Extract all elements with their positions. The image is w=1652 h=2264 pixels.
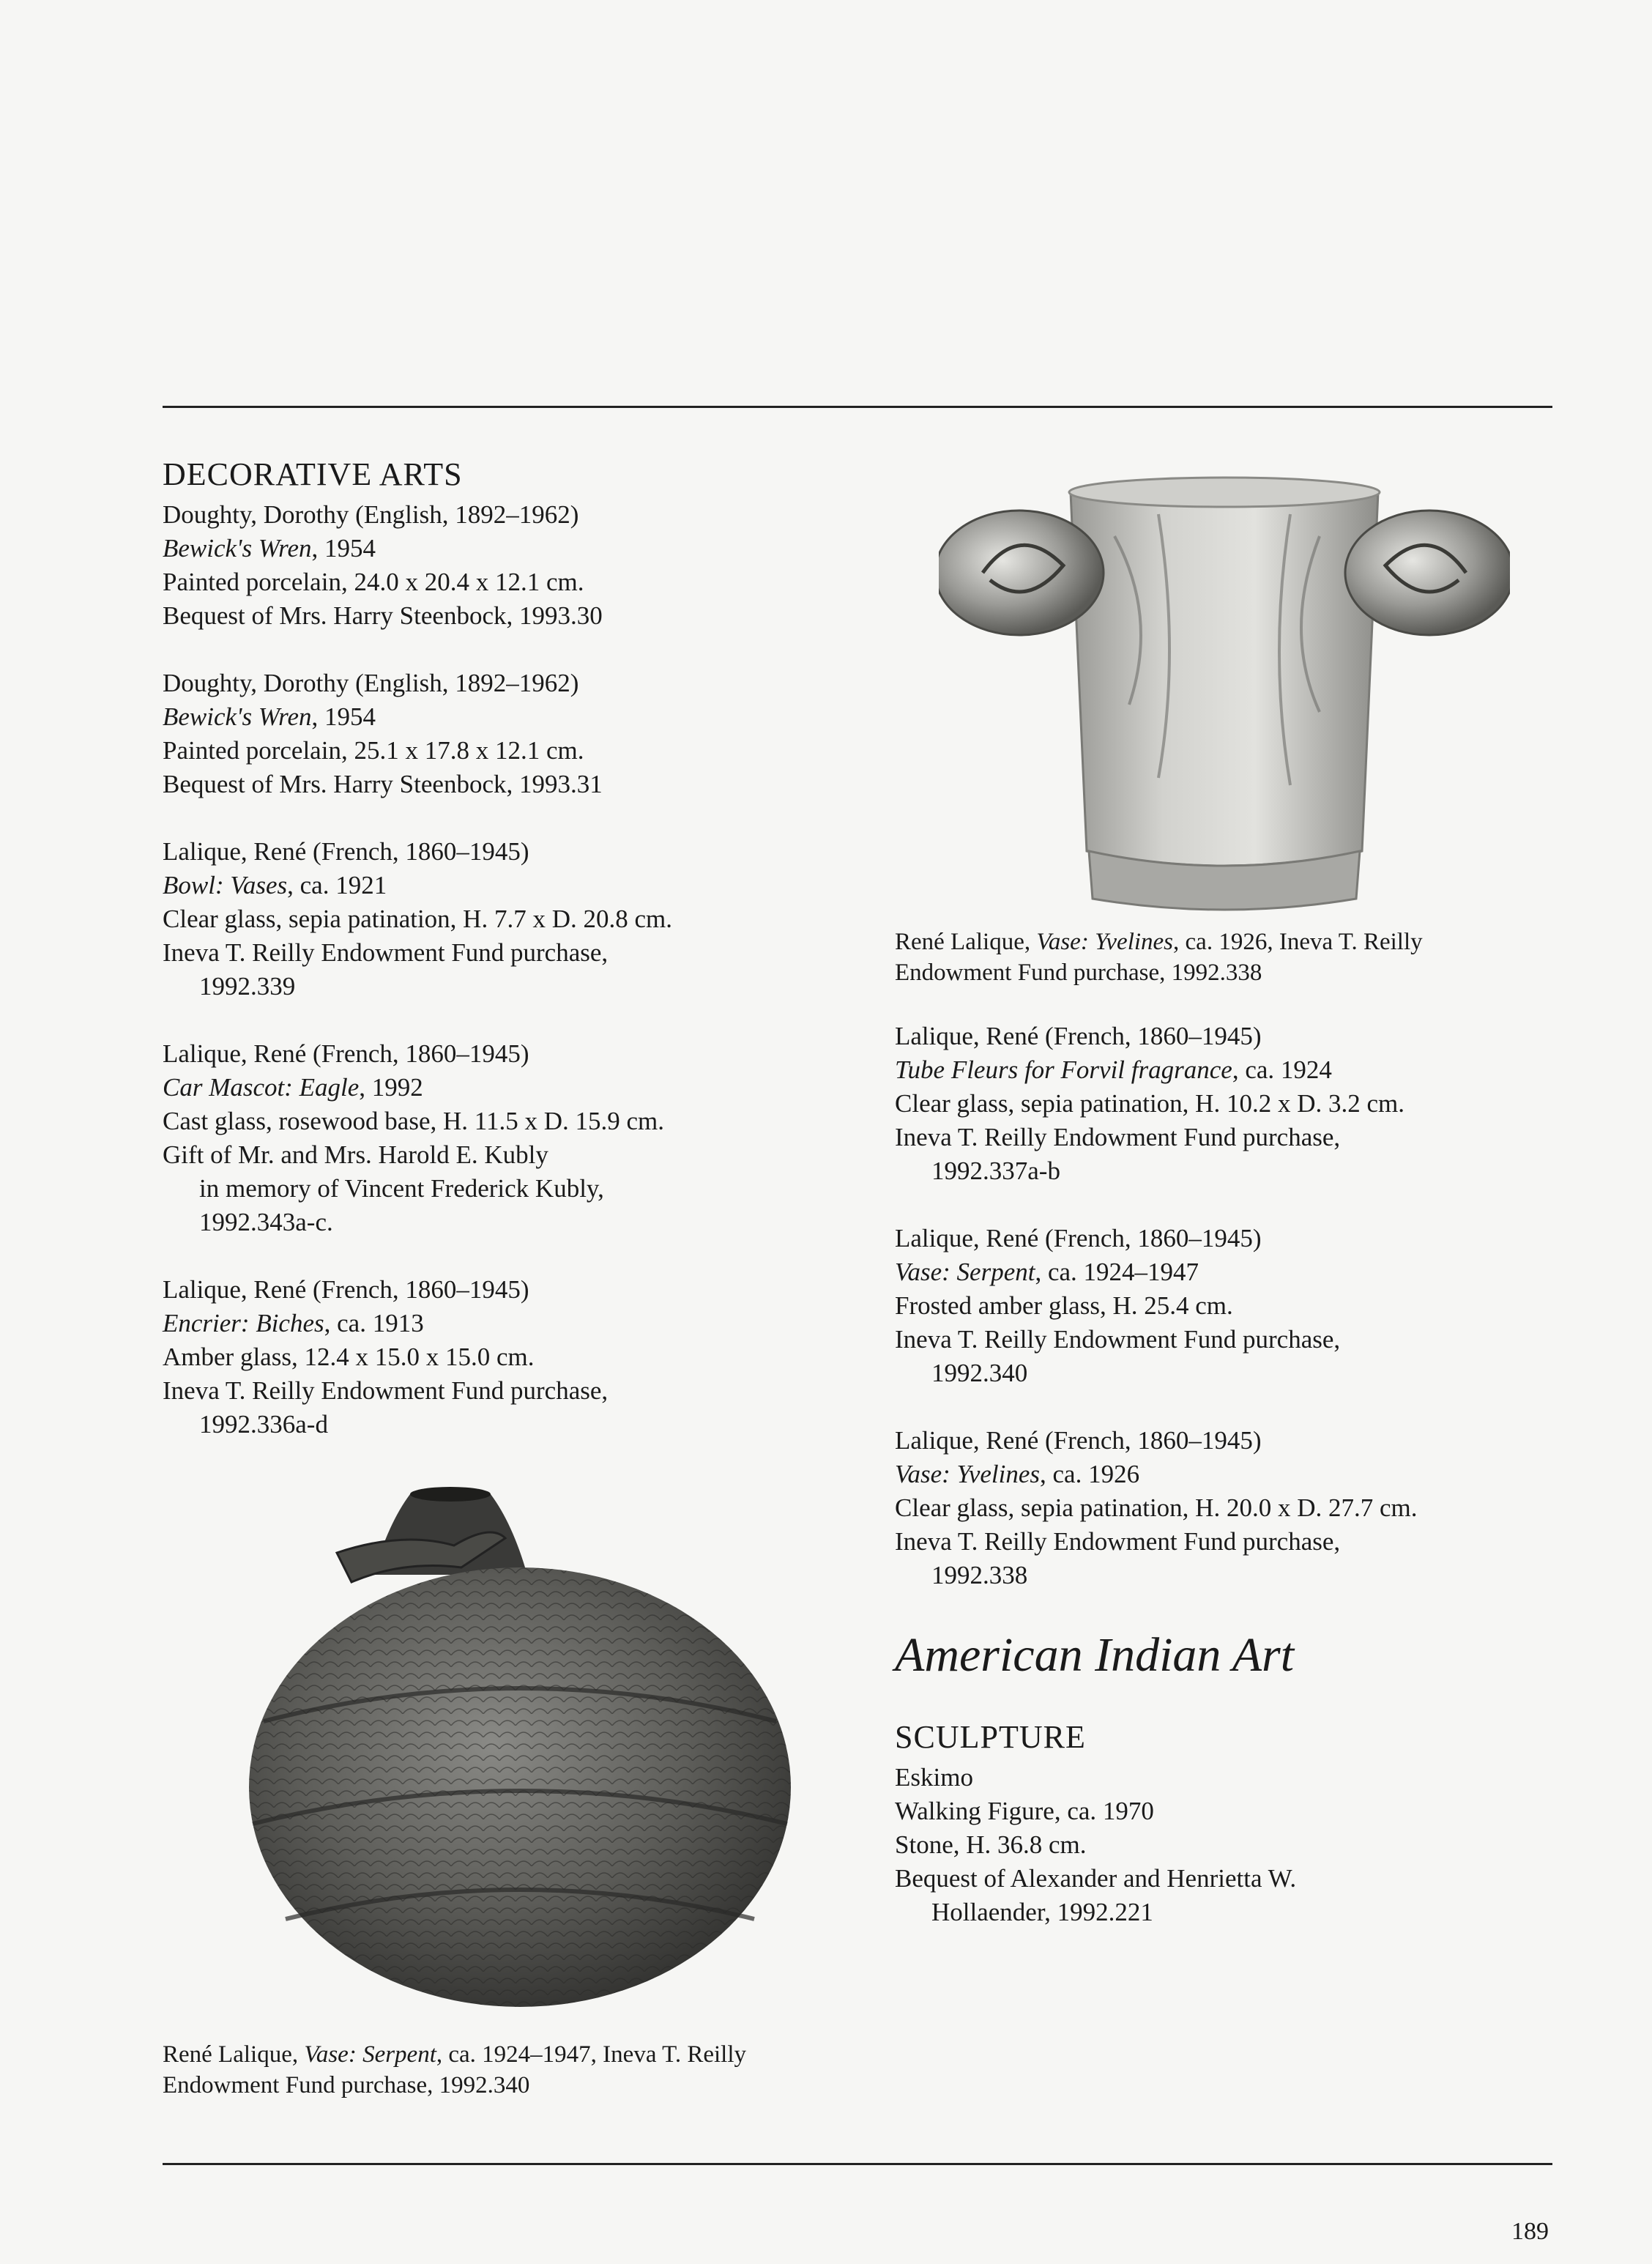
entry-accession: Hollaender, 1992.221 [931, 1898, 1153, 1926]
entry-credit: Ineva T. Reilly Endowment Fund purchase, [163, 1376, 609, 1405]
catalog-entry [895, 1222, 1554, 1390]
caption-line: Endowment Fund purchase, 1992.340 [163, 2072, 530, 2098]
catalog-entry [163, 1273, 836, 1441]
entry-date: , ca. 1921 [287, 871, 387, 899]
entry-accession: 1992.338 [931, 1561, 1028, 1589]
heading-american-indian-art: American Indian Art [895, 1628, 1295, 1682]
entry-medium: Clear glass, sepia patination, H. 7.7 x D. 20.8 cm. [163, 905, 672, 933]
vase-yvelines-illustration [939, 470, 1510, 917]
catalog-entry [163, 498, 836, 633]
entry-date: , 1954 [311, 534, 376, 563]
entry-credit-continued: in memory of Vincent Frederick Kubly, [199, 1174, 604, 1203]
vase-yvelines-caption [895, 927, 1554, 988]
entry-artist: Lalique, René (French, 1860–1945) [163, 1039, 529, 1068]
entry-title-line [895, 1255, 1554, 1289]
right-column [895, 1020, 1554, 1963]
entry-credit: Ineva T. Reilly Endowment Fund purchase, [895, 1123, 1341, 1151]
entry-title-line [163, 1071, 836, 1105]
catalog-entry [895, 1761, 1554, 1929]
catalog-entry [163, 1037, 836, 1239]
entry-date: , ca. 1926 [1040, 1460, 1140, 1488]
entry-title: Bowl: Vases [163, 871, 288, 899]
catalog-entry [163, 835, 836, 1003]
entry-credit: Ineva T. Reilly Endowment Fund purchase, [895, 1325, 1341, 1354]
vase-serpent-caption [163, 2039, 858, 2101]
entry-accession: 1992.343a-c. [199, 1208, 333, 1236]
entry-title-line [895, 1053, 1554, 1087]
entry-medium: Clear glass, sepia patination, H. 10.2 x D. 3.2 cm. [895, 1089, 1404, 1118]
entry-title-line [163, 700, 836, 734]
section-heading-sculpture: SCULPTURE [895, 1719, 1086, 1755]
top-rule [163, 406, 1552, 408]
entry-accession: 1992.337a-b [931, 1157, 1060, 1185]
caption-line: Endowment Fund purchase, 1992.338 [895, 960, 1262, 986]
entry-title-line [163, 532, 836, 565]
caption-credit-suffix: , ca. 1926, Ineva T. Reilly [1173, 929, 1423, 955]
entry-title: Bewick's Wren [163, 702, 312, 731]
entry-medium: Cast glass, rosewood base, H. 11.5 x D. 15.9 cm. [163, 1107, 665, 1135]
section-heading-decorative-arts: DECORATIVE ARTS [163, 456, 463, 492]
entry-medium: Painted porcelain, 25.1 x 17.8 x 12.1 cm. [163, 736, 584, 765]
page-number: 189 [1511, 2218, 1549, 2245]
entry-accession: 1992.339 [199, 972, 296, 1001]
entry-credit: Bequest of Mrs. Harry Steenbock, 1993.30 [163, 601, 603, 630]
entry-medium: Clear glass, sepia patination, H. 20.0 x D. 27.7 cm. [895, 1493, 1418, 1522]
vase-serpent-illustration [242, 1480, 798, 2022]
entry-artist: Lalique, René (French, 1860–1945) [163, 837, 529, 866]
entry-credit: Ineva T. Reilly Endowment Fund purchase, [895, 1527, 1341, 1556]
entry-title: Bewick's Wren [163, 534, 312, 563]
entry-medium: Painted porcelain, 24.0 x 20.4 x 12.1 cm. [163, 568, 584, 596]
caption-line [163, 2039, 858, 2070]
entry-title-line [163, 1307, 836, 1340]
left-column [163, 454, 836, 1475]
catalog-entry [895, 1424, 1554, 1592]
entry-title: Car Mascot: Eagle [163, 1073, 360, 1102]
entry-date: , ca. 1924–1947 [1035, 1258, 1199, 1286]
entry-title-line [895, 1458, 1554, 1491]
entry-artist: Doughty, Dorothy (English, 1892–1962) [163, 669, 579, 697]
entry-artist: Lalique, René (French, 1860–1945) [163, 1275, 529, 1304]
entry-artist: Lalique, René (French, 1860–1945) [895, 1022, 1262, 1050]
bottom-rule [163, 2163, 1552, 2165]
vase-serpent-photo [242, 1480, 798, 2022]
catalog-entry [895, 1020, 1554, 1188]
entry-title: Vase: Serpent [895, 1258, 1035, 1286]
entry-credit: Gift of Mr. and Mrs. Harold E. Kubly [163, 1140, 548, 1169]
entry-medium: Amber glass, 12.4 x 15.0 x 15.0 cm. [163, 1343, 535, 1371]
caption-credit-prefix: René Lalique, [895, 929, 1037, 955]
entry-date: , 1954 [311, 702, 376, 731]
catalog-entry [163, 667, 836, 801]
entry-medium: Frosted amber glass, H. 25.4 cm. [895, 1291, 1233, 1320]
caption-title: Vase: Serpent [304, 2041, 436, 2068]
entry-credit: Bequest of Mrs. Harry Steenbock, 1993.31 [163, 770, 603, 798]
entry-accession: 1992.340 [931, 1359, 1028, 1387]
entry-accession: 1992.336a-d [199, 1410, 328, 1439]
entry-title-line [163, 869, 836, 902]
caption-credit-suffix: , ca. 1924–1947, Ineva T. Reilly [436, 2041, 746, 2068]
entry-artist: Lalique, René (French, 1860–1945) [895, 1224, 1262, 1252]
entry-title: Vase: Yvelines [895, 1460, 1040, 1488]
vase-yvelines-photo [939, 470, 1510, 917]
entry-credit: Bequest of Alexander and Henrietta W. [895, 1864, 1297, 1893]
entry-title: Walking Figure, ca. 1970 [895, 1797, 1154, 1825]
caption-credit-prefix: René Lalique, [163, 2041, 305, 2068]
entry-artist: Lalique, René (French, 1860–1945) [895, 1426, 1262, 1455]
entry-medium: Stone, H. 36.8 cm. [895, 1830, 1087, 1859]
entry-credit: Ineva T. Reilly Endowment Fund purchase, [163, 938, 609, 967]
entry-artist: Doughty, Dorothy (English, 1892–1962) [163, 500, 579, 529]
entry-date: , ca. 1924 [1232, 1055, 1332, 1084]
entry-culture: Eskimo [895, 1763, 973, 1792]
entry-title: Tube Fleurs for Forvil fragrance [895, 1055, 1232, 1084]
entry-date: , ca. 1913 [324, 1309, 424, 1337]
entry-date: , 1992 [359, 1073, 423, 1102]
caption-title: Vase: Yvelines [1036, 929, 1174, 955]
caption-line [895, 927, 1554, 957]
entry-title: Encrier: Biches [163, 1309, 324, 1337]
